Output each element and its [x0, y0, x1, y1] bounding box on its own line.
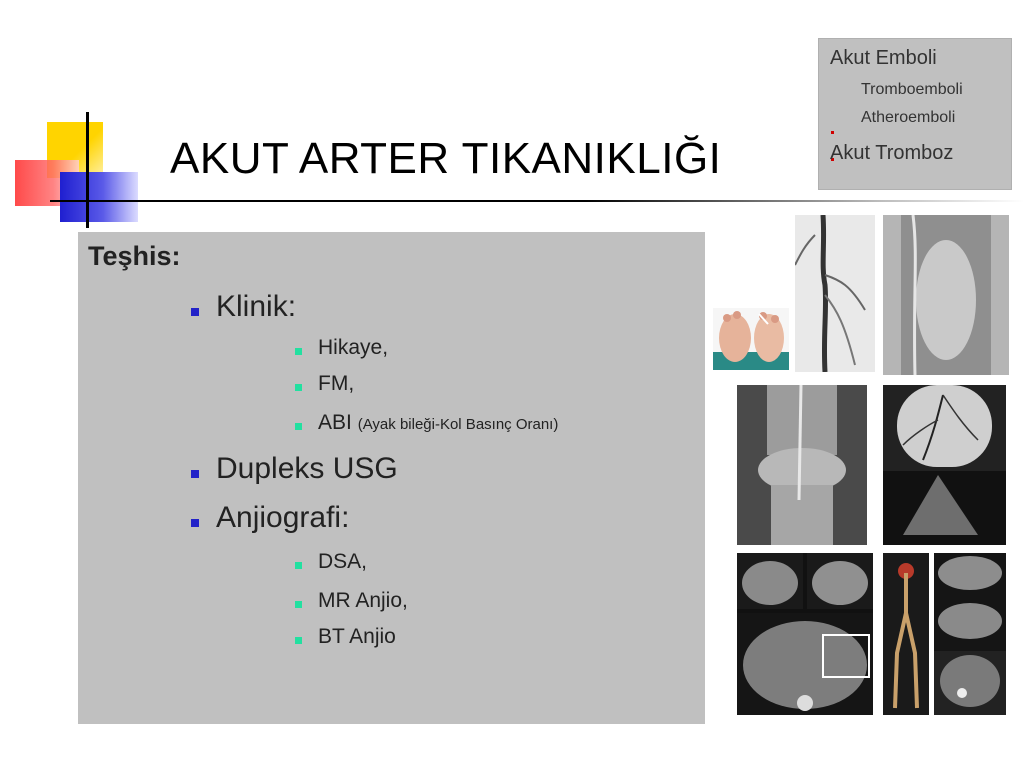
infobox-bullet	[831, 131, 834, 134]
abdominal-ct-panels	[737, 553, 873, 715]
infobox-item: Tromboemboli	[861, 81, 963, 98]
title-underline	[50, 200, 1024, 202]
slide-title: AKUT ARTER TIKANIKLIĞI	[170, 134, 722, 183]
angiogram-and-echo	[883, 385, 1006, 545]
bullet-square	[191, 519, 199, 527]
classification-box	[818, 38, 1012, 190]
infobox-item: Atheroemboli	[861, 109, 956, 126]
section-label-dupleks: Dupleks USG	[216, 452, 398, 485]
list-item	[318, 411, 558, 435]
bullet-square	[295, 637, 302, 644]
bullet-square	[295, 348, 302, 355]
knee-xray	[737, 385, 867, 545]
feet-photo	[713, 308, 789, 370]
list-item: Hikaye,	[318, 336, 389, 359]
diagnosis-panel	[78, 232, 705, 724]
list-item: BT Anjio	[318, 625, 396, 648]
abi-note: (Ayak bileği-Kol Basınç Oranı)	[357, 416, 559, 433]
bullet-square	[295, 423, 302, 430]
infobox-heading-tromboz: Akut Tromboz	[830, 142, 954, 164]
bullet-square	[295, 601, 302, 608]
knee-angiogram-large	[883, 215, 1009, 375]
diagnosis-heading: Teşhis:	[88, 241, 181, 271]
infobox-heading-emboli: Akut Emboli	[830, 47, 937, 69]
3d-ct-angiography	[883, 553, 929, 715]
pelvic-and-cardiac-ct	[934, 553, 1006, 715]
bullet-square	[191, 470, 199, 478]
list-item-text: ABI	[318, 411, 352, 434]
logo-vertical-line	[86, 112, 89, 228]
logo-blue-bar	[60, 172, 138, 222]
section-label-klinik: Klinik:	[216, 290, 297, 323]
section-label-anjiografi: Anjiografi:	[216, 501, 350, 534]
bullet-square	[191, 308, 199, 316]
list-item: FM,	[318, 372, 355, 395]
leg-angiogram	[795, 215, 875, 372]
bullet-square	[295, 562, 302, 569]
bullet-square	[295, 384, 302, 391]
list-item: MR Anjio,	[318, 589, 408, 612]
list-item: DSA,	[318, 550, 368, 573]
